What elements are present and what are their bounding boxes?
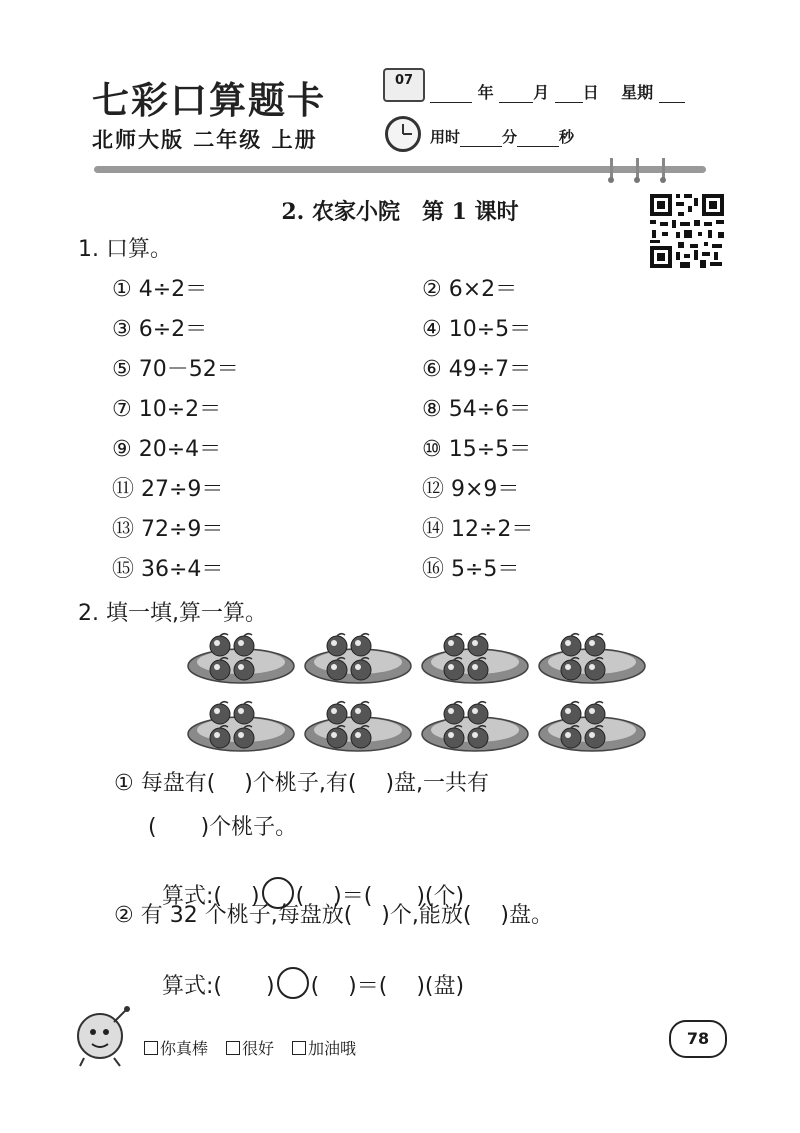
problem-6: ⑥ 49÷7＝ (422, 357, 532, 382)
rating-label: 你真棒 (160, 1039, 209, 1058)
formula-right: ( )＝( )(个) (295, 884, 465, 909)
peach-icon (210, 634, 230, 656)
plate-3 (420, 628, 530, 686)
calendar-icon (383, 68, 425, 102)
clock-icon (385, 116, 421, 152)
peach-icon (444, 702, 464, 724)
calendar-day: 07 (394, 73, 414, 88)
problem-7: ⑦ 10÷2＝ (112, 397, 222, 422)
problem-11: ⑪ 27÷9＝ (112, 477, 224, 502)
peach-icon (468, 634, 488, 656)
q2-part1-line1: ① 每盘有( )个桃子,有( )盘,一共有 (114, 771, 490, 796)
qr-code-icon (648, 192, 726, 270)
problem-15: ⑮ 36÷4＝ (112, 557, 224, 582)
plate-6 (303, 696, 413, 754)
weekday-label: 星期 (621, 83, 654, 102)
problem-9: ⑨ 20÷4＝ (112, 437, 222, 462)
peach-icon (234, 634, 254, 656)
mascot-icon (70, 1002, 136, 1068)
lesson-title: 2. 农家小院 第 1 课时 (281, 199, 519, 225)
header-divider (94, 166, 706, 173)
peach-icon (351, 702, 371, 724)
peach-icon (468, 702, 488, 724)
peach-icon (561, 634, 581, 656)
brand-title: 七彩口算题卡 (92, 78, 326, 122)
divider-dot (634, 177, 640, 183)
problem-4: ④ 10÷5＝ (422, 317, 532, 342)
time-line (430, 126, 574, 147)
formula-right: ( )＝( )(盘) (310, 974, 465, 999)
checkbox-icon[interactable] (292, 1041, 306, 1055)
rating-option[interactable] (292, 1039, 356, 1058)
problem-16: ⑯ 5÷5＝ (422, 557, 520, 582)
peach-icon (327, 634, 347, 656)
problem-2: ② 6×2＝ (422, 277, 518, 302)
q1-title: 1. 口算。 (78, 237, 172, 262)
plate-8 (537, 696, 647, 754)
q2-part2-formula (148, 942, 464, 1000)
day-label: 日 (582, 83, 599, 102)
plate-5 (186, 696, 296, 754)
plate-4 (537, 628, 647, 686)
rating-option[interactable] (144, 1039, 208, 1058)
rating-label: 加油哦 (308, 1039, 357, 1058)
rating-option[interactable] (226, 1039, 274, 1058)
peach-icon (327, 702, 347, 724)
peach-icon (561, 702, 581, 724)
formula-left: 算式:( ) (162, 884, 260, 909)
formula-left: 算式:( ) (162, 974, 275, 999)
problem-12: ⑫ 9×9＝ (422, 477, 520, 502)
minute-label: 分 (502, 128, 518, 146)
problem-14: ⑭ 12÷2＝ (422, 517, 534, 542)
edition-label: 北师大版 二年级 上册 (92, 128, 318, 152)
peach-icon (585, 634, 605, 656)
second-label: 秒 (559, 128, 575, 146)
checkbox-icon[interactable] (144, 1041, 158, 1055)
q2-title: 2. 填一填,算一算。 (78, 601, 267, 626)
divider-dot (660, 177, 666, 183)
peach-icon (351, 634, 371, 656)
rating-label: 很好 (242, 1039, 275, 1058)
problem-5: ⑤ 70－52＝ (112, 357, 239, 382)
rating-options (144, 1036, 374, 1059)
peach-icon (210, 702, 230, 724)
plate-2 (303, 628, 413, 686)
page-number: 78 (669, 1020, 727, 1058)
problem-10: ⑩ 15÷5＝ (422, 437, 532, 462)
problem-1: ① 4÷2＝ (112, 277, 208, 302)
date-line (430, 80, 685, 103)
checkbox-icon[interactable] (226, 1041, 240, 1055)
peach-icon (444, 634, 464, 656)
plate-1 (186, 628, 296, 686)
divider-dot (608, 177, 614, 183)
problem-8: ⑧ 54÷6＝ (422, 397, 532, 422)
peach-icon (585, 702, 605, 724)
q2-part2-line: ② 有 32 个桃子,每盘放( )个,能放( )盘。 (114, 903, 554, 928)
problem-3: ③ 6÷2＝ (112, 317, 208, 342)
time-used-label: 用时 (430, 128, 461, 146)
q2-part1-line2: ( )个桃子。 (148, 815, 298, 840)
problem-13: ⑬ 72÷9＝ (112, 517, 224, 542)
operator-circle (277, 967, 309, 999)
plate-7 (420, 696, 530, 754)
month-label: 月 (533, 83, 550, 102)
peach-icon (234, 702, 254, 724)
year-label: 年 (477, 83, 494, 102)
